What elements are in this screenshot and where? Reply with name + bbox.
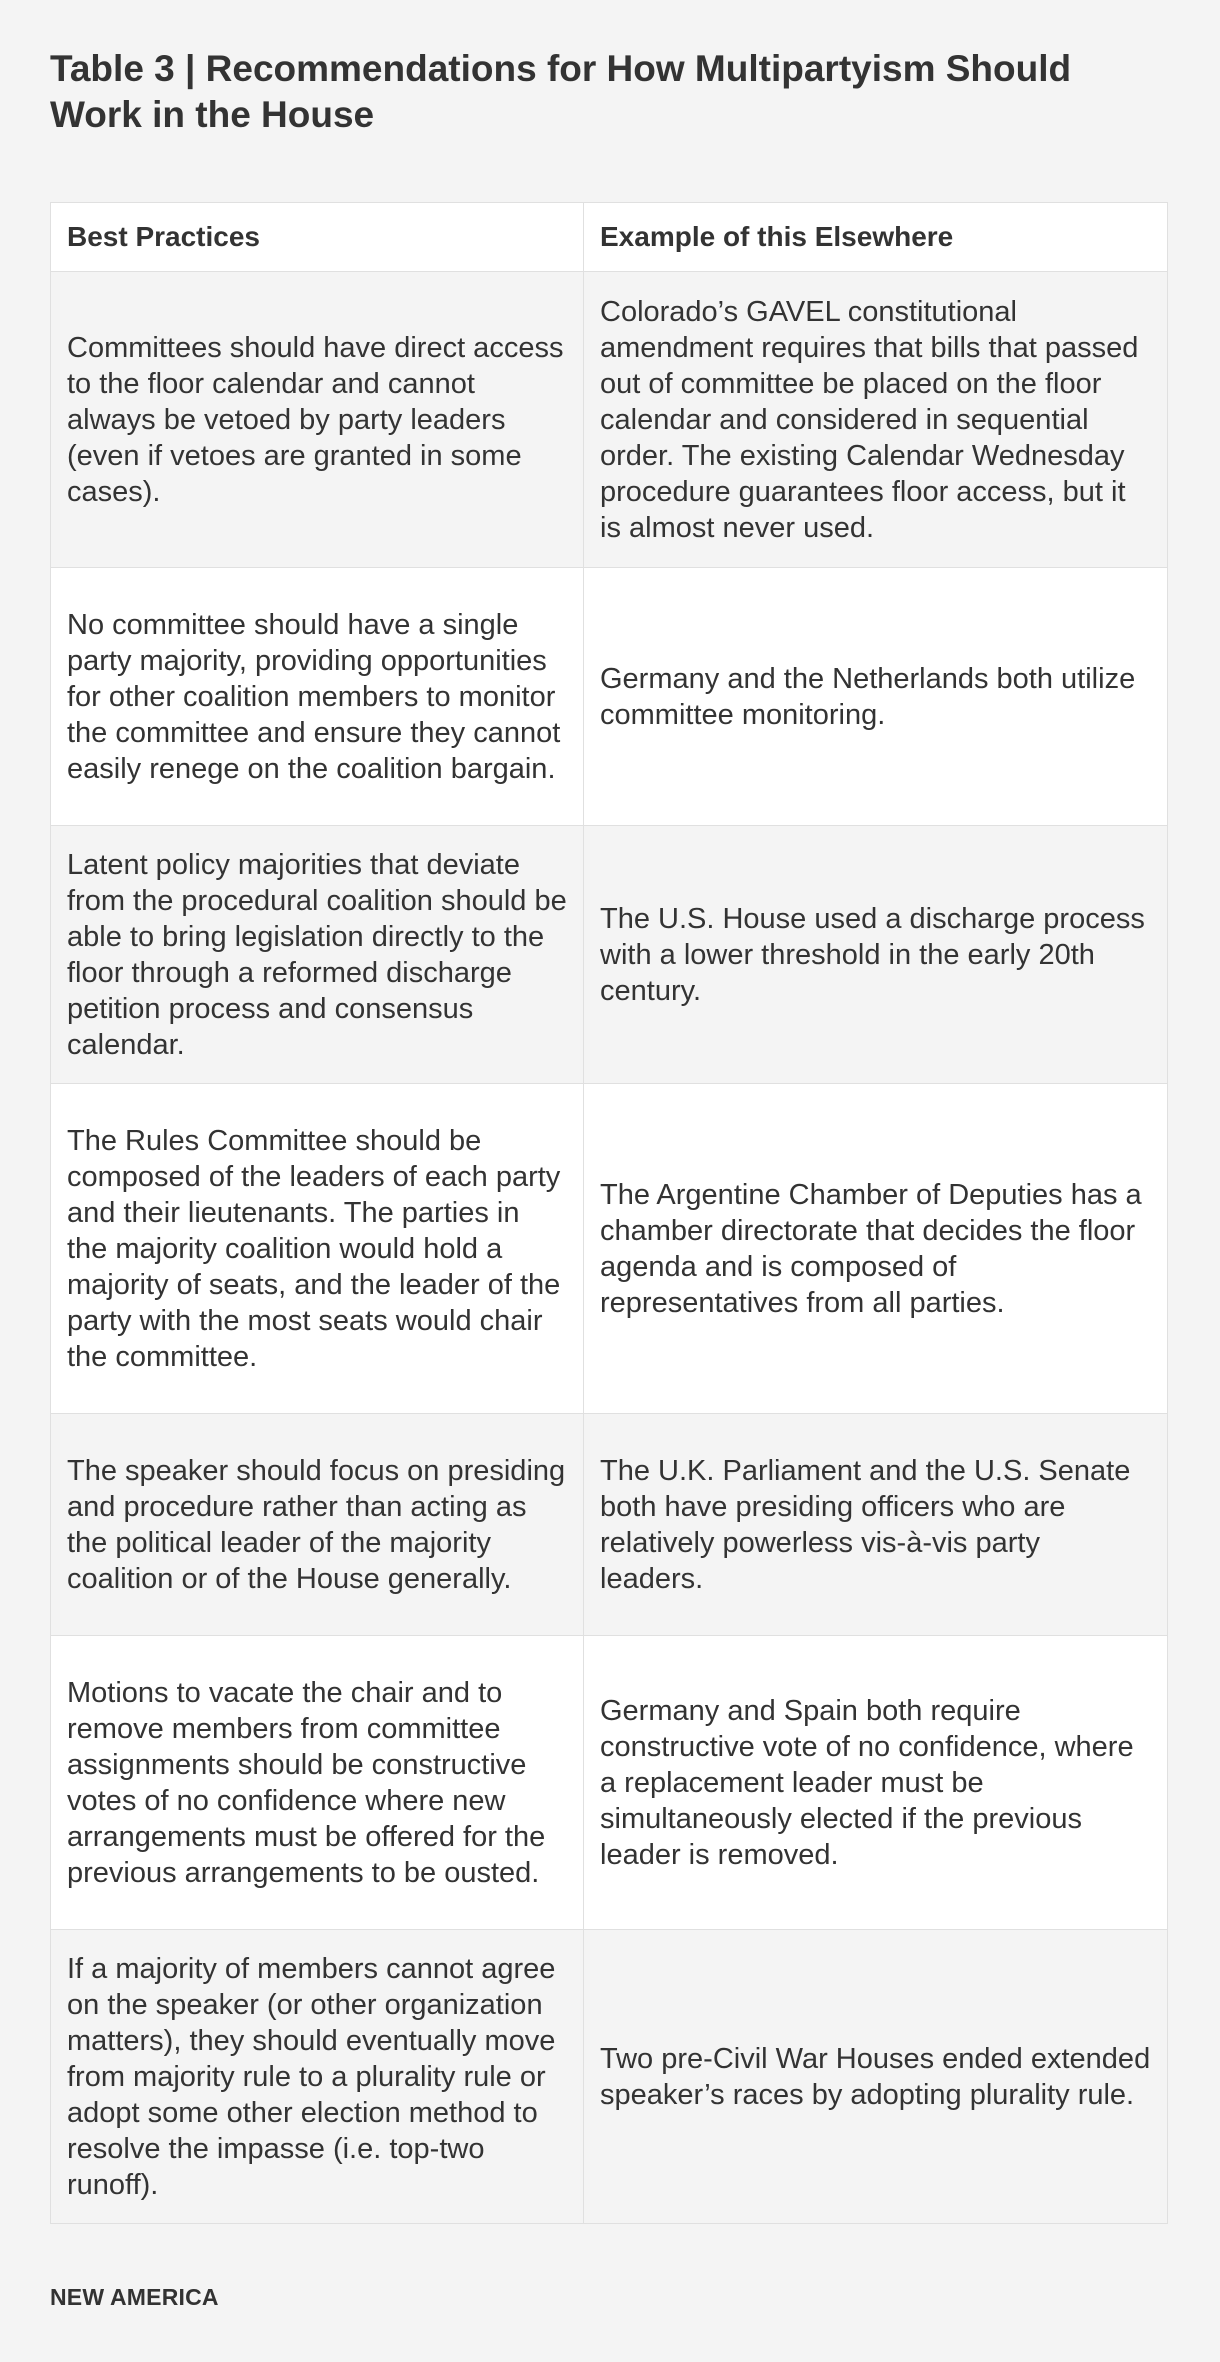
table-row — [51, 1084, 1168, 1414]
table-row — [51, 568, 1168, 826]
recommendations-table — [50, 202, 1168, 2224]
table-header-row — [51, 203, 1168, 272]
example-cell: The U.K. Parliament and the U.S. Senate both have presiding officers who are relatively powerless vis-à-vis party leaders. — [584, 1414, 1168, 1636]
best-practice-cell: No committee should have a single party majority, providing opportunities for other coalition members to monitor the committee and ensure they cannot easily renege on the coalition bargain. — [51, 568, 584, 826]
best-practice-cell: The Rules Committee should be composed of the leaders of each party and their lieutenants. The parties in the majority coalition would hold a majority of seats, and the leader of the party with the most seats would chair the committee. — [51, 1084, 584, 1414]
best-practice-cell: Committees should have direct access to the floor calendar and cannot always be vetoed by party leaders (even if vetoes are granted in some cases). — [51, 272, 584, 568]
table-row — [51, 826, 1168, 1084]
table-row — [51, 1414, 1168, 1636]
column-header-best-practices: Best Practices — [51, 203, 584, 272]
example-cell: Germany and Spain both require constructive vote of no confidence, where a replacement leader must be simultaneously elected if the previous leader is removed. — [584, 1636, 1168, 1930]
best-practice-cell: Motions to vacate the chair and to remove members from committee assignments should be constructive votes of no confidence where new arrangements must be offered for the previous arrangements to be ousted. — [51, 1636, 584, 1930]
best-practice-cell: The speaker should focus on presiding and procedure rather than acting as the political leader of the majority coalition or of the House generally. — [51, 1414, 584, 1636]
example-cell: Germany and the Netherlands both utilize committee monitoring. — [584, 568, 1168, 826]
table-title: Table 3 | Recommendations for How Multipartyism Should Work in the House — [50, 48, 1072, 135]
table-row — [51, 1636, 1168, 1930]
publisher-logo-text: NEW AMERICA — [50, 2284, 219, 2310]
example-cell: Colorado’s GAVEL constitutional amendment requires that bills that passed out of committee be placed on the floor calendar and considered in sequential order. The existing Calendar Wednesday procedure guarantees floor access, but it is almost never used. — [584, 272, 1168, 568]
table-row — [51, 272, 1168, 568]
column-header-example: Example of this Elsewhere — [584, 203, 1168, 272]
example-cell: Two pre-Civil War Houses ended extended speaker’s races by adopting plurality rule. — [584, 1930, 1168, 2224]
best-practice-cell: If a majority of members cannot agree on the speaker (or other organization matters), they should eventually move from majority rule to a plurality rule or adopt some other election method to resolve the impasse (i.e. top-two runoff). — [51, 1930, 584, 2224]
example-cell: The U.S. House used a discharge process with a lower threshold in the early 20th century. — [584, 826, 1168, 1084]
best-practice-cell: Latent policy majorities that deviate from the procedural coalition should be able to bring legislation directly to the floor through a reformed discharge petition process and consensus calendar. — [51, 826, 584, 1084]
example-cell: The Argentine Chamber of Deputies has a chamber directorate that decides the floor agenda and is composed of representatives from all parties. — [584, 1084, 1168, 1414]
table-row — [51, 1930, 1168, 2224]
